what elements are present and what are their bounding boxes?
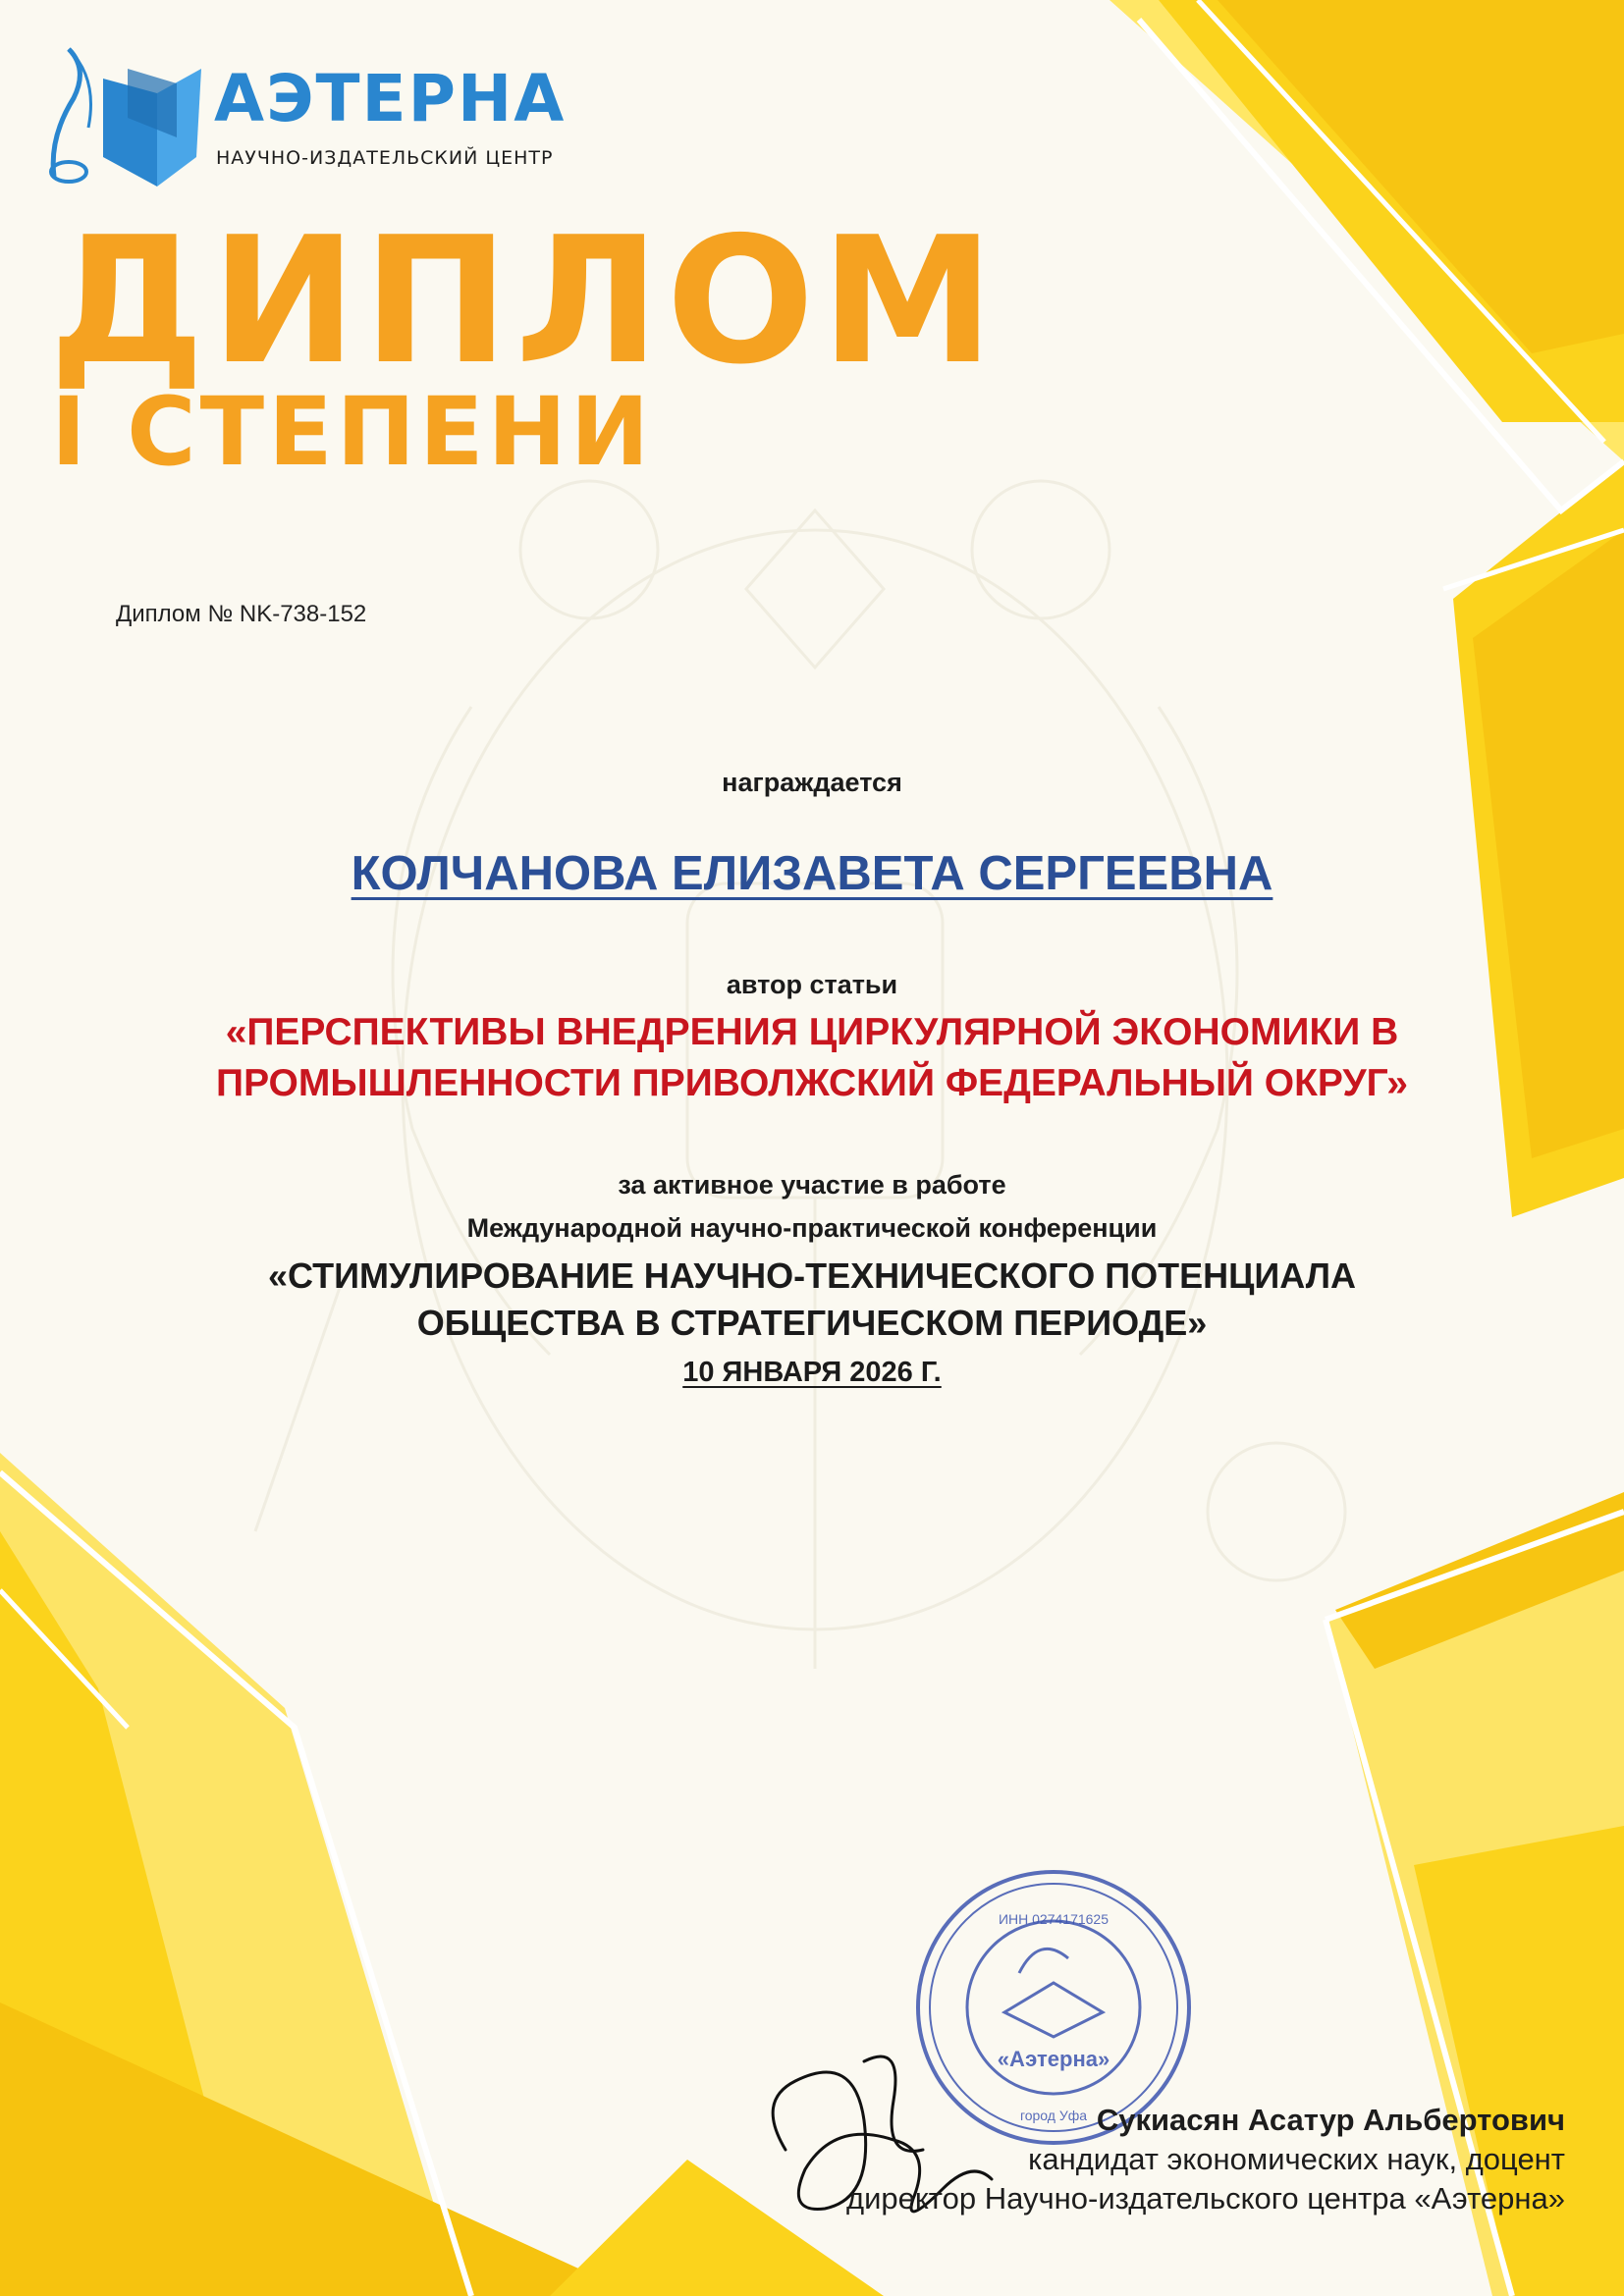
signer-name: Сукиасян Асатур Альбертович: [1096, 2103, 1565, 2137]
author-label: автор статьи: [726, 970, 898, 999]
recipient-name: КОЛЧАНОВА ЕЛИЗАВЕТА СЕРГЕЕВНА: [351, 847, 1273, 900]
participation-text: за активное участие в работе: [618, 1170, 1006, 1200]
diploma-title: ДИПЛОМ: [49, 199, 1001, 402]
diploma-number: Диплом № NK-738-152: [116, 601, 367, 627]
conference-title-line-2: ОБЩЕСТВА В СТРАТЕГИЧЕСКОМ ПЕРИОДЕ»: [416, 1303, 1208, 1343]
awarded-label: награждается: [722, 768, 902, 797]
conference-type: Международной научно-практической конференции: [466, 1213, 1158, 1243]
conference-date: 10 ЯНВАРЯ 2026 Г.: [682, 1357, 942, 1388]
diploma-degree: I СТЕПЕНИ: [51, 377, 654, 487]
stamp-inn-text: ИНН 0274171625: [998, 1911, 1110, 1927]
article-title: [0, 1007, 1624, 1109]
article-title-line-2: ПРОМЫШЛЕННОСТИ ПРИВОЛЖСКИЙ ФЕДЕРАЛЬНЫЙ ОКРУГ»: [216, 1062, 1408, 1104]
article-title-line-1: «ПЕРСПЕКТИВЫ ВНЕДРЕНИЯ ЦИРКУЛЯРНОЙ ЭКОНОМИКИ В: [225, 1011, 1399, 1053]
conference-title-line-1: «СТИМУЛИРОВАНИЕ НАУЧНО-ТЕХНИЧЕСКОГО ПОТЕНЦИАЛА: [268, 1255, 1356, 1296]
stamp-center-text: «Аэтерна»: [997, 2047, 1110, 2071]
signer-position: директор Научно-издательского центра «Аэтерна»: [845, 2181, 1565, 2216]
logo-name: АЭТЕРНА: [214, 61, 567, 136]
logo-book-quill-icon: [39, 39, 206, 187]
conference-title: [0, 1253, 1624, 1347]
stamp-city-text: город Уфа: [1019, 2108, 1088, 2123]
signer-degree: кандидат экономических наук, доцент: [1028, 2142, 1565, 2176]
signer-block: [846, 2101, 1565, 2218]
logo-subtitle: НАУЧНО-ИЗДАТЕЛЬСКИЙ ЦЕНТР: [216, 147, 554, 169]
